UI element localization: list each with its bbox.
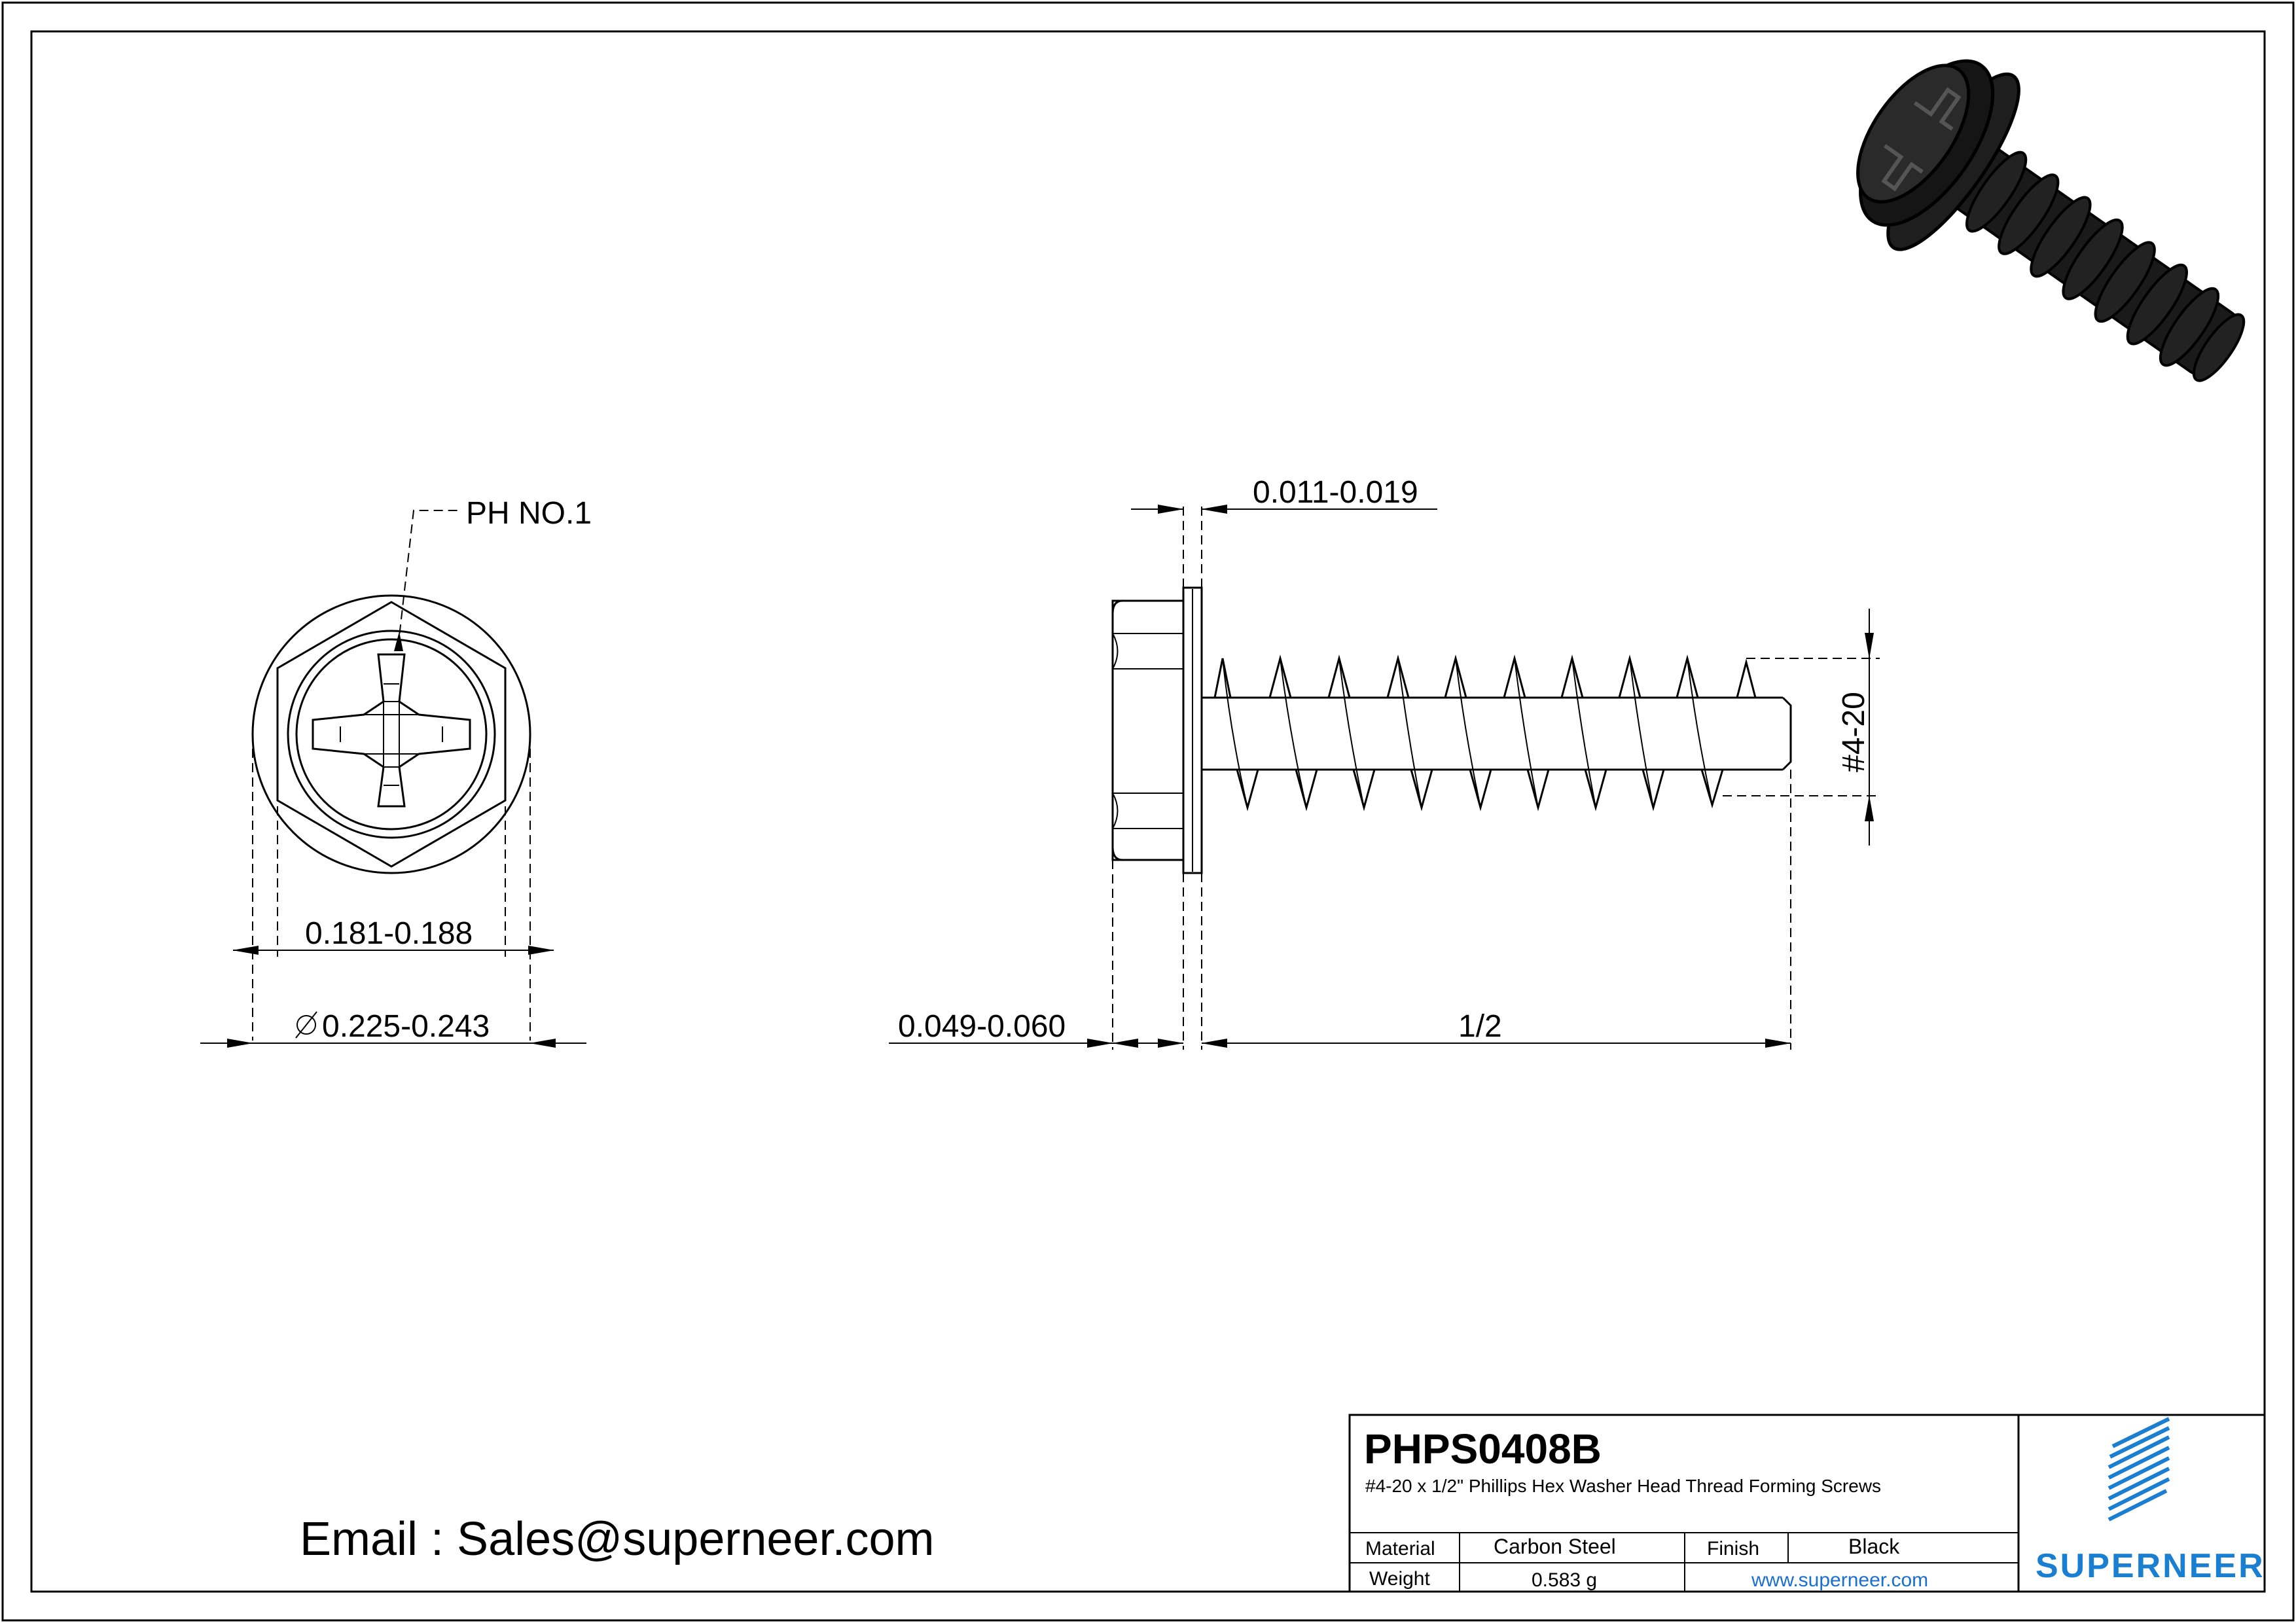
thread-size-dimension: #4-20: [1837, 692, 1871, 772]
hex-outline: [278, 602, 505, 866]
sheet-border-outer: [3, 3, 2293, 1620]
side-view: [889, 475, 1880, 1050]
thread-profile: [1215, 658, 1755, 808]
weight-value: 0.583 g: [1532, 1569, 1598, 1591]
drive-label: PH NO.1: [466, 496, 592, 531]
part-number: PHPS0408B: [1364, 1425, 1602, 1472]
hex-width-dimension: 0.181-0.188: [305, 916, 473, 951]
washer-diameter-dimension: 0.225-0.243: [322, 1009, 490, 1044]
weight-label: Weight: [1369, 1568, 1430, 1590]
title-block: [1350, 1415, 2265, 1592]
finish-label: Finish: [1707, 1538, 1760, 1560]
screw-3d-render: [1821, 26, 2289, 441]
head-height-dimension: 0.049-0.060: [898, 1009, 1066, 1044]
finish-value: Black: [1848, 1535, 1900, 1558]
washer-outline: [253, 596, 530, 873]
material-value: Carbon Steel: [1494, 1535, 1616, 1558]
head-circle-inner: [296, 639, 486, 829]
front-view: [200, 496, 592, 1044]
washer-thickness-dimension: 0.011-0.019: [1253, 475, 1418, 510]
superneer-logo-icon: [2109, 1419, 2169, 1520]
sheet-border-inner: [31, 31, 2265, 1592]
diameter-symbol: [296, 1012, 317, 1038]
phillips-recess: [313, 654, 470, 806]
contact-email: Email : Sales@superneer.com: [300, 1513, 935, 1565]
website-link[interactable]: www.superneer.com: [1751, 1569, 1929, 1591]
brand-name: SUPERNEER: [2036, 1547, 2265, 1585]
material-label: Material: [1365, 1538, 1435, 1560]
length-dimension: 1/2: [1458, 1009, 1502, 1044]
part-description: #4-20 x 1/2" Phillips Hex Washer Head Thread Forming Screws: [1365, 1476, 1882, 1496]
